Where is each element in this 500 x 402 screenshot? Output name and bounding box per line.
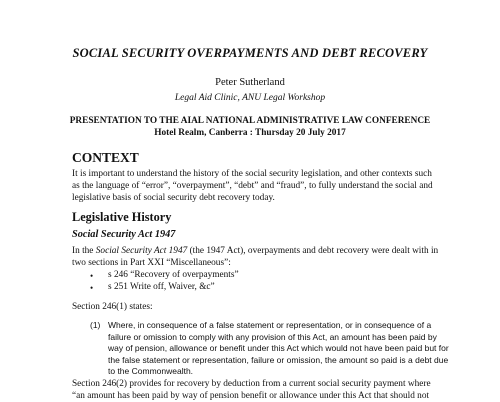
after-line-1: Section 246(2) provides for recovery by deduction from a current social security payment where [72, 379, 431, 389]
conference-line-1: PRESENTATION TO THE AIAL NATIONAL ADMINISTRATIVE LAW CONFERENCE [69, 116, 431, 126]
author-affiliation: Legal Aid Clinic, ANU Legal Workshop [174, 93, 326, 103]
quote-line-4: the false statement or representation, failure or omission, the amount so paid is a debt due [108, 355, 449, 365]
context-heading: CONTEXT [72, 150, 139, 165]
bullet-item: s 251 Write off, Waiver, &c” [108, 282, 215, 292]
author-name: Peter Sutherland [215, 77, 285, 88]
legislative-history-heading: Legislative History [72, 210, 172, 224]
quote-line-5: to the Commonwealth. [108, 366, 194, 376]
act-1947-subheading: Social Security Act 1947 [72, 229, 176, 240]
quote-line-1: Where, in consequence of a false statement or representation, or in consequence of a [108, 320, 432, 330]
document-title: SOCIAL SECURITY OVERPAYMENTS AND DEBT RECOVERY [72, 46, 428, 60]
context-line-1: It is important to understand the history of the social security legislation, and other contexts such [72, 169, 432, 179]
bullet-icon: • [90, 271, 94, 281]
bullet-icon: • [90, 283, 94, 293]
act-name: Social Security Act 1947 [95, 246, 188, 256]
quote-line-2: failure or omission to comply with any provision of this Act, an amount has been paid by [108, 332, 437, 342]
context-line-3: legislative basis of social security debt recovery today. [72, 193, 275, 203]
intro-text-pre: In the [72, 246, 96, 256]
intro-text-post: (the 1947 Act), overpayments and debt recovery were dealt with in [187, 246, 439, 256]
conference-line-2: Hotel Realm, Canberra : Thursday 20 July 2017 [154, 128, 346, 138]
context-line-2: as the language of “error”, “overpayment”, “debt” and “fraud”, to fully understand the social and [72, 181, 433, 191]
after-line-2: “an amount has been paid by way of pension benefit or allowance under this Act that should not [72, 391, 430, 401]
quote-number: (1) [90, 320, 101, 330]
bullet-item: s 246 “Recovery of overpayments” [108, 270, 239, 280]
intro-line-1 [72, 245, 438, 257]
quote-line-3: way of pension, allowance or benefit under this Act which would not have been paid but for [108, 343, 449, 353]
section-246-label: Section 246(1) states: [72, 302, 153, 312]
intro-line-2: two sections in Part XXI “Miscellaneous”: [72, 258, 231, 268]
